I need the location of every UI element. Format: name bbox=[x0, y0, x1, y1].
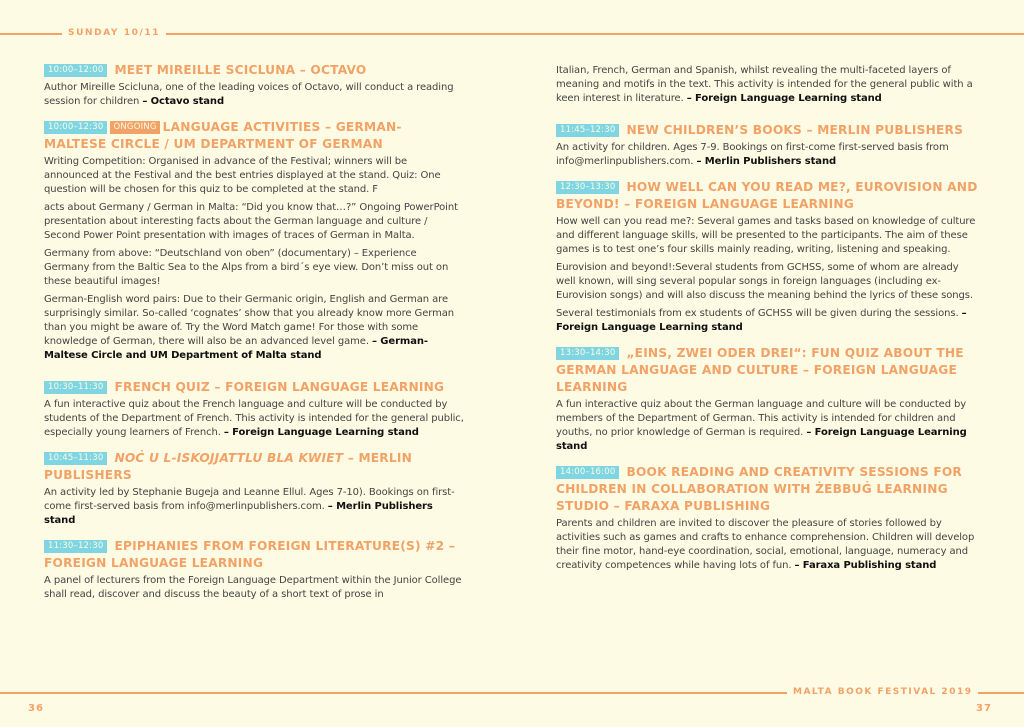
time-badge: 14:00–16:00 bbox=[556, 466, 619, 479]
event-language-activities bbox=[44, 119, 464, 363]
event-stand: – Foreign Language Learning stand bbox=[556, 427, 967, 452]
event-description: Parents and children are invited to discover the pleasure of stories followed by activities such as games and crafts to enhance comprehension. Children will develop their fine motor, hand-eye coordination, social, emotional, language, numeracy and creativity competences while having lots of fun. bbox=[556, 518, 975, 571]
event-epiphanies-continued bbox=[556, 64, 978, 106]
event-heading bbox=[44, 538, 464, 572]
event-paragraph: Several testimonials from ex students of GCHSS will be given during the sessions. bbox=[556, 308, 959, 319]
time-badge: 11:45–12:30 bbox=[556, 124, 619, 137]
event-heading bbox=[44, 119, 464, 153]
time-badge: 11:30–12:30 bbox=[44, 540, 107, 553]
event-new-childrens-books bbox=[556, 122, 978, 169]
event-body bbox=[44, 81, 464, 109]
event-description: A panel of lecturers from the Foreign Language Department within the Junior College shall read, discover and discuss the beauty of a short text of prose in bbox=[44, 575, 462, 600]
event-paragraph: Writing Competition: Organised in advance of the Festival; winners will be announced at the Festival and the best entries displayed at the stand. Quiz: One question will be chosen for this quiz to be completed at the stand. F bbox=[44, 156, 441, 195]
event-heading bbox=[44, 62, 464, 79]
event-description: A fun interactive quiz about the French language and culture will be conducted by students of the Department of French. This activity is intended for the general public, especially young learners of French. bbox=[44, 399, 464, 438]
event-epiphanies bbox=[44, 538, 464, 602]
event-paragraph: Eurovision and beyond!:Several students from GCHSS, some of whom are already well known, will sing several popular songs in foreign languages (including ex-Eurovision songs) and will also discuss the meaning behind the lyrics of these songs. bbox=[556, 262, 973, 301]
time-badge: 13:30–14:30 bbox=[556, 347, 619, 360]
event-title: MEET MIREILLE SCICLUNA – OCTAVO bbox=[114, 63, 367, 77]
event-title: LANGUAGE ACTIVITIES – GERMAN-MALTESE CIRCLE / UM DEPARTMENT OF GERMAN bbox=[44, 120, 402, 151]
event-body bbox=[556, 215, 978, 335]
left-column bbox=[44, 62, 464, 612]
event-description: Author Mireille Scicluna, one of the leading voices of Octavo, will conduct a reading session for children bbox=[44, 82, 454, 107]
time-badge: 10:30–11:30 bbox=[44, 381, 107, 394]
event-stand: – German-Maltese Circle and UM Department of Malta stand bbox=[44, 336, 428, 361]
event-how-well-can-you-read-me bbox=[556, 179, 978, 335]
event-heading bbox=[44, 379, 464, 396]
time-badge: 10:45–11:30 bbox=[44, 452, 107, 465]
time-badge: 10:00–12:30 bbox=[44, 121, 107, 134]
event-stand: – Merlin Publishers stand bbox=[696, 156, 837, 167]
event-title-italic: NOĊ U L-ISKOJJATTLU BLA KWIET bbox=[114, 451, 344, 465]
event-title: „EINS, ZWEI ODER DREI“: FUN QUIZ ABOUT THE GERMAN LANGUAGE AND CULTURE – FOREIGN LANGUAGE LEARNING bbox=[556, 346, 964, 394]
event-title: HOW WELL CAN YOU READ ME?, EUROVISION AND BEYOND! – FOREIGN LANGUAGE LEARNING bbox=[556, 180, 978, 211]
event-heading bbox=[44, 450, 464, 484]
event-heading bbox=[556, 345, 978, 396]
event-body bbox=[556, 141, 978, 169]
event-noc-u-l-iskojjattlu bbox=[44, 450, 464, 528]
day-label: SUNDAY 10/11 bbox=[62, 28, 166, 38]
event-body bbox=[556, 517, 978, 573]
event-description: A fun interactive quiz about the German language and culture will be conducted by members of the Department of German. This activity is intended for children and youths, no prior knowledge of German is required. bbox=[556, 399, 967, 438]
event-body bbox=[556, 64, 978, 106]
event-body bbox=[44, 155, 464, 363]
event-heading bbox=[556, 122, 978, 139]
event-meet-mireille bbox=[44, 62, 464, 109]
time-badge: 12:30–13:30 bbox=[556, 181, 619, 194]
event-stand: – Octavo stand bbox=[142, 96, 225, 107]
event-paragraph: acts about Germany / German in Malta: “Did you know that…?” Ongoing PowerPoint presentation about interesting facts about the German language and culture / Second Power Point presentation with images of traces of German in Malta. bbox=[44, 202, 458, 241]
event-title: EPIPHANIES FROM FOREIGN LITERATURE(S) #2 – FOREIGN LANGUAGE LEARNING bbox=[44, 539, 456, 570]
event-title: BOOK READING AND CREATIVITY SESSIONS FOR CHILDREN IN COLLABORATION WITH ŻEBBUĠ LEARNING STUDIO – FARAXA PUBLISHING bbox=[556, 465, 963, 513]
event-french-quiz bbox=[44, 379, 464, 440]
event-title: NEW CHILDREN’S BOOKS – MERLIN PUBLISHERS bbox=[626, 123, 964, 137]
event-paragraph: German-English word pairs: Due to their Germanic origin, English and German are surprisingly similar. So-called ‘cognates’ show that you already know more German than you might be aware of. Try the Word Match game! For those with some knowledge of German, there will also be an advanced level game. bbox=[44, 294, 454, 347]
ongoing-badge: ONGOING bbox=[110, 121, 159, 134]
page-number-left: 36 bbox=[28, 703, 44, 714]
page-number-right: 37 bbox=[976, 703, 992, 714]
event-paragraph: Germany from above: “Deutschland von oben” (documentary) – Experience Germany from the Baltic Sea to the Alps from a bird´s eye view. Don’t miss out on these beautiful images! bbox=[44, 248, 449, 287]
event-title: FRENCH QUIZ – FOREIGN LANGUAGE LEARNING bbox=[114, 380, 445, 394]
event-heading bbox=[556, 179, 978, 213]
event-title: – MERLIN PUBLISHERS bbox=[44, 451, 412, 482]
event-stand: – Merlin Publishers stand bbox=[44, 501, 433, 526]
event-description: An activity led by Stephanie Bugeja and Leanne Ellul. Ages 7-10). Bookings on first-come first-served basis from info@merlinpublishers.com. bbox=[44, 487, 455, 512]
event-stand: – Faraxa Publishing stand bbox=[794, 560, 937, 571]
event-stand: – Foreign Language Learning stand bbox=[556, 308, 967, 333]
event-stand: – Foreign Language Learning stand bbox=[223, 427, 419, 438]
event-description: An activity for children. Ages 7-9. Bookings on first-come first-served basis from info@merlinpublishers.com. bbox=[556, 142, 949, 167]
event-heading bbox=[556, 464, 978, 515]
right-column bbox=[556, 62, 978, 583]
festival-label: MALTA BOOK FESTIVAL 2019 bbox=[787, 687, 978, 697]
event-eins-zwei-oder-drei bbox=[556, 345, 978, 454]
event-body bbox=[44, 486, 464, 528]
event-paragraph: How well can you read me?: Several games and tasks based on knowledge of culture and different language skills, will be presented to the participants. The aim of these games is to test one’s four skills mainly reading, writing, listening and speaking. bbox=[556, 216, 976, 255]
event-body bbox=[44, 574, 464, 602]
event-body bbox=[556, 398, 978, 454]
time-badge: 10:00–12:00 bbox=[44, 64, 107, 77]
event-stand: – Foreign Language Learning stand bbox=[686, 93, 882, 104]
event-body bbox=[44, 398, 464, 440]
event-book-reading-creativity bbox=[556, 464, 978, 573]
event-description: Italian, French, German and Spanish, whilst revealing the multi-faceted layers of meaning and motifs in the text. This activity is intended for the general public with a keen interest in literature. bbox=[556, 65, 973, 104]
